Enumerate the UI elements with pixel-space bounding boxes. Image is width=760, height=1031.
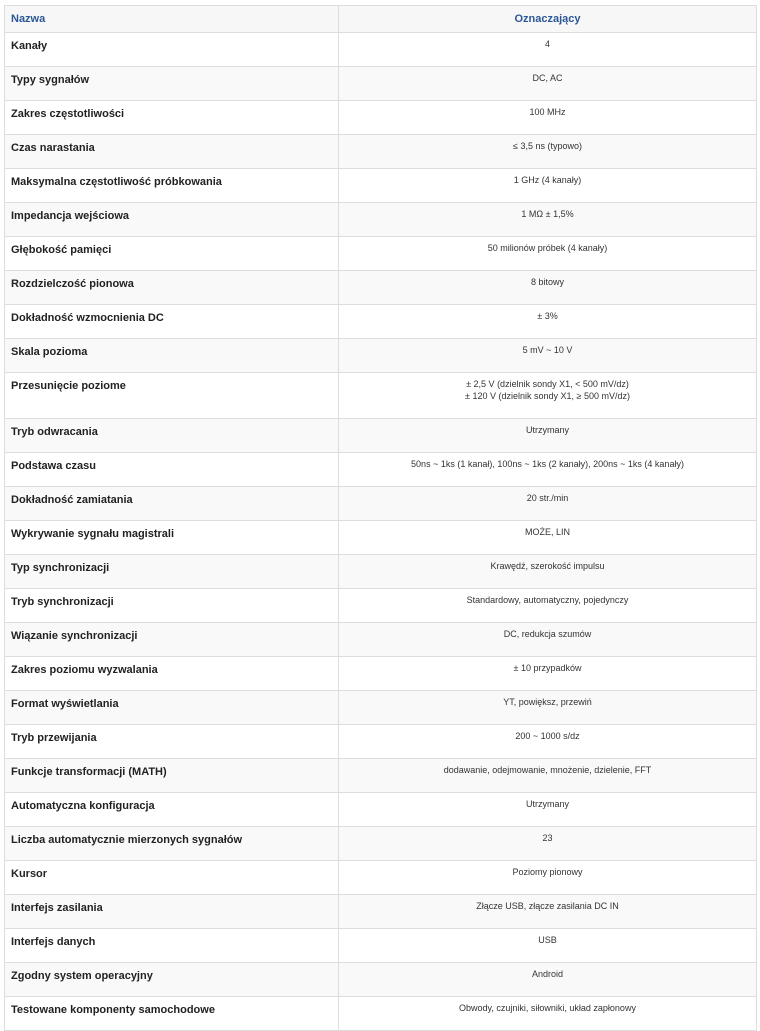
spec-name: Skala pozioma [5,339,339,373]
spec-name: Rozdzielczość pionowa [5,271,339,305]
spec-name: Kanały [5,33,339,67]
spec-value [339,487,757,521]
spec-name: Testowane komponenty samochodowe [5,997,339,1031]
spec-name: Głębokość pamięci [5,237,339,271]
spec-value [339,861,757,895]
spec-value [339,169,757,203]
table-row [5,203,757,237]
spec-name: Dokładność wzmocnienia DC [5,305,339,339]
spec-name: Zgodny system operacyjny [5,963,339,997]
spec-name: Interfejs danych [5,929,339,963]
table-row [5,623,757,657]
spec-name: Tryb przewijania [5,725,339,759]
spec-value-line: MOŻE, LIN [524,527,570,537]
spec-value [339,237,757,271]
table-row [5,487,757,521]
spec-value-line: DC, redukcja szumów [503,629,592,639]
spec-value-line: Złącze USB, złącze zasilania DC IN [476,901,619,911]
spec-value [339,67,757,101]
table-row [5,453,757,487]
spec-value [339,203,757,237]
table-row [5,793,757,827]
table-row [5,305,757,339]
spec-value [339,929,757,963]
table-row [5,861,757,895]
spec-value-line: Standardowy, automatyczny, pojedynczy [466,595,629,605]
spec-value-line: YT, powiększ, przewiń [503,697,592,707]
table-header-row [5,6,757,33]
table-row [5,929,757,963]
table-row [5,657,757,691]
spec-value-line: 23 [542,833,553,843]
spec-value [339,101,757,135]
spec-value-line: USB [538,935,557,945]
spec-name: Czas narastania [5,135,339,169]
table-row [5,419,757,453]
table-row [5,963,757,997]
spec-value-line: ± 3% [537,311,558,321]
spec-name: Liczba automatycznie mierzonych sygnałów [5,827,339,861]
spec-value [339,419,757,453]
spec-value [339,589,757,623]
header-name: Nazwa [5,6,339,33]
spec-value [339,997,757,1031]
spec-value [339,827,757,861]
spec-name: Zakres poziomu wyzwalania [5,657,339,691]
table-row [5,373,757,419]
spec-name: Tryb odwracania [5,419,339,453]
spec-value-line: 100 MHz [529,107,566,117]
spec-value-line: dodawanie, odejmowanie, mnożenie, dzielenie, FFT [443,765,652,775]
spec-table-container [4,5,756,1031]
spec-value [339,521,757,555]
spec-value [339,453,757,487]
spec-value-line: 1 GHz (4 kanały) [513,175,582,185]
table-row [5,271,757,305]
table-row [5,589,757,623]
spec-value [339,555,757,589]
table-row [5,101,757,135]
table-row [5,135,757,169]
spec-name: Typy sygnałów [5,67,339,101]
spec-name: Kursor [5,861,339,895]
spec-name: Podstawa czasu [5,453,339,487]
spec-value-line: ± 2,5 V (dzielnik sondy X1, < 500 mV/dz) [466,379,629,389]
table-row [5,555,757,589]
spec-value-line: DC, AC [532,73,563,83]
spec-value [339,725,757,759]
spec-value [339,657,757,691]
spec-value-line: 20 str./min [526,493,569,503]
spec-value-line: 5 mV ~ 10 V [522,345,573,355]
spec-value-line: 50ns ~ 1ks (1 kanał), 100ns ~ 1ks (2 kanały), 200ns ~ 1ks (4 kanały) [411,459,684,469]
spec-name: Format wyświetlania [5,691,339,725]
spec-name: Typ synchronizacji [5,555,339,589]
spec-value [339,963,757,997]
table-row [5,827,757,861]
spec-value [339,895,757,929]
spec-value-line: Android [531,969,564,979]
spec-value-line: 4 [544,39,550,49]
spec-value-line: 1 MΩ ± 1,5% [521,209,574,219]
spec-value-line: 50 milionów próbek (4 kanały) [487,243,608,253]
table-row [5,759,757,793]
spec-value [339,623,757,657]
spec-value-line: ≤ 3,5 ns (typowo) [513,141,582,151]
spec-value [339,271,757,305]
spec-value-line: Krawędź, szerokość impulsu [490,561,605,571]
spec-value-line: Utrzymany [525,425,569,435]
table-row [5,725,757,759]
spec-name: Tryb synchronizacji [5,589,339,623]
spec-name: Automatyczna konfiguracja [5,793,339,827]
spec-table [4,5,757,1031]
spec-name: Impedancja wejściowa [5,203,339,237]
spec-value [339,135,757,169]
spec-name: Funkcje transformacji (MATH) [5,759,339,793]
spec-name: Wiązanie synchronizacji [5,623,339,657]
spec-name: Interfejs zasilania [5,895,339,929]
spec-name: Dokładność zamiatania [5,487,339,521]
spec-name: Wykrywanie sygnału magistrali [5,521,339,555]
table-row [5,997,757,1031]
table-row [5,237,757,271]
spec-name: Przesunięcie poziome [5,373,339,419]
table-row [5,169,757,203]
table-row [5,895,757,929]
spec-value [339,33,757,67]
table-row [5,691,757,725]
spec-value-line: Utrzymany [525,799,569,809]
spec-name: Maksymalna częstotliwość próbkowania [5,169,339,203]
spec-value-line: 200 ~ 1000 s/dz [515,731,580,741]
spec-value-line: 8 bitowy [530,277,565,287]
table-row [5,339,757,373]
table-row [5,67,757,101]
table-body [5,33,757,1031]
table-row [5,33,757,67]
spec-value [339,305,757,339]
spec-value-line: Obwody, czujniki, siłowniki, układ zapłonowy [459,1003,636,1013]
spec-value [339,759,757,793]
spec-value-line: ± 120 V (dzielnik sondy X1, ≥ 500 mV/dz) [465,390,630,401]
header-value: Oznaczający [339,6,757,33]
spec-value [339,691,757,725]
table-row [5,521,757,555]
spec-value-line: Poziomy pionowy [512,867,583,877]
spec-value [339,373,757,419]
spec-value [339,339,757,373]
spec-name: Zakres częstotliwości [5,101,339,135]
spec-value-line: ± 10 przypadków [513,663,582,673]
spec-value [339,793,757,827]
